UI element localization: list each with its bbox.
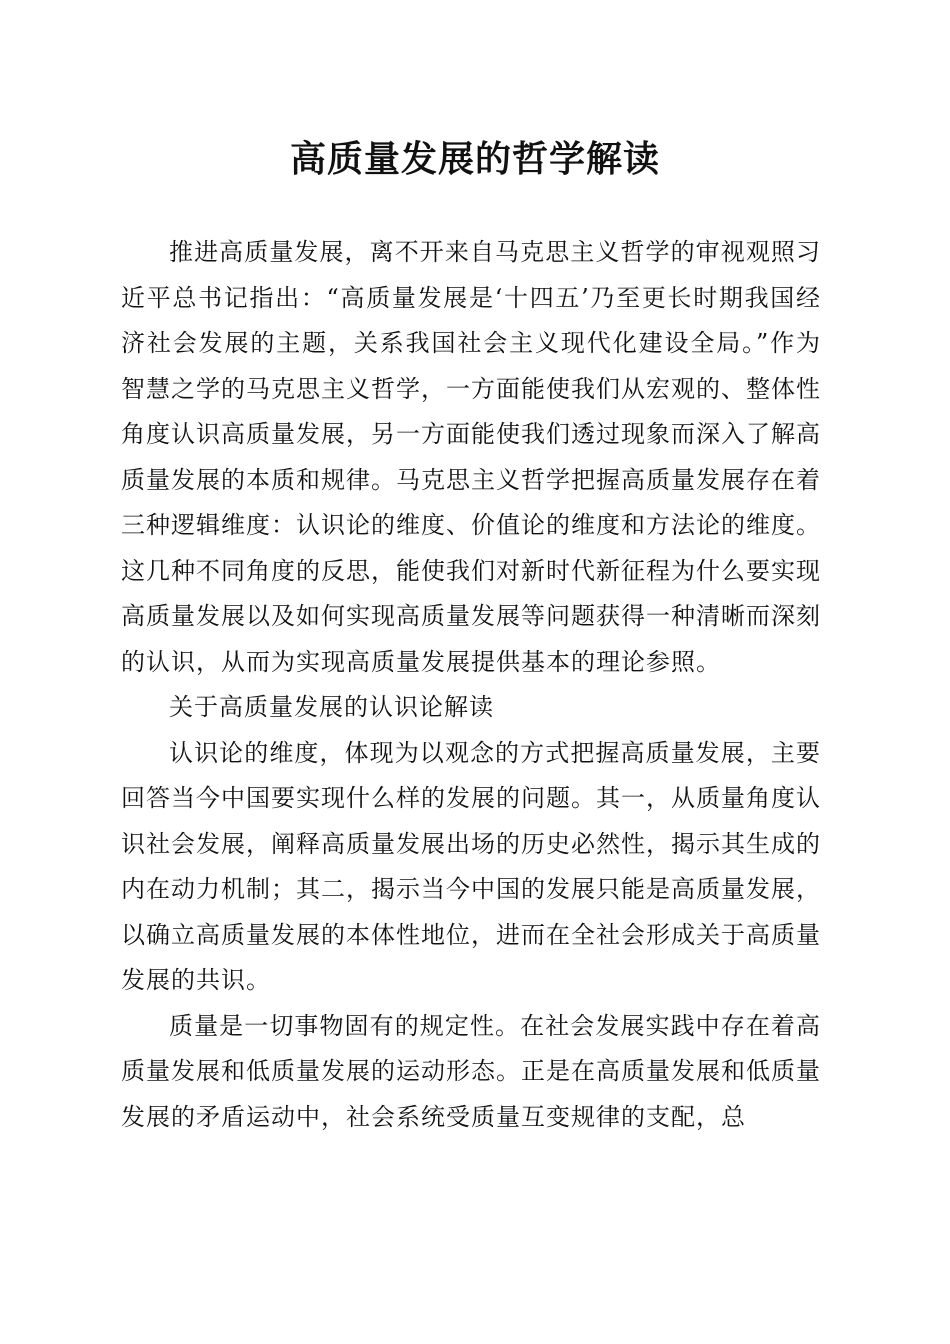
paragraph-intro: 推进高质量发展，离不开来自马克思主义哲学的审视观照习近平总书记指出：“高质量发展是‘十四五’乃至更长时期我国经济社会发展的主题，关系我国社会主义现代化建设全局。”作为智慧之学的马克思主义哲学，一方面能使我们从宏观的、整体性角度认识高质量发展，另一方面能使我们透过现象而深入了解高质量发展的本质和规律。马克思主义哲学把握高质量发展存在着三种逻辑维度：认识论的维度、价值论的维度和方法论的维度。这几种不同角度的反思，能使我们对新时代新征程为什么要实现高质量发展以及如何实现高质量发展等问题获得一种清晰而深刻的认识，从而为实现高质量发展提供基本的理论参照。 xyxy=(121,238,821,676)
document-body xyxy=(121,230,821,1140)
document-title: 高质量发展的哲学解读 xyxy=(289,138,660,180)
paragraph-epistemology: 认识论的维度，体现为以观念的方式把握高质量发展，主要回答当今中国要实现什么样的发展的问题。其一，从质量角度认识社会发展，阐释高质量发展出场的历史必然性，揭示其生成的内在动力机制；其二，揭示当今中国的发展只能是高质量发展，以确立高质量发展的本体性地位，进而在全社会形成关于高质量发展的共识。 xyxy=(121,738,821,994)
section-heading: 关于高质量发展的认识论解读 xyxy=(169,693,494,721)
paragraph-quality: 质量是一切事物固有的规定性。在社会发展实践中存在着高质量发展和低质量发展的运动形态。正是在高质量发展和低质量发展的矛盾运动中，社会系统受质量互变规律的支配，总 xyxy=(121,1011,821,1131)
